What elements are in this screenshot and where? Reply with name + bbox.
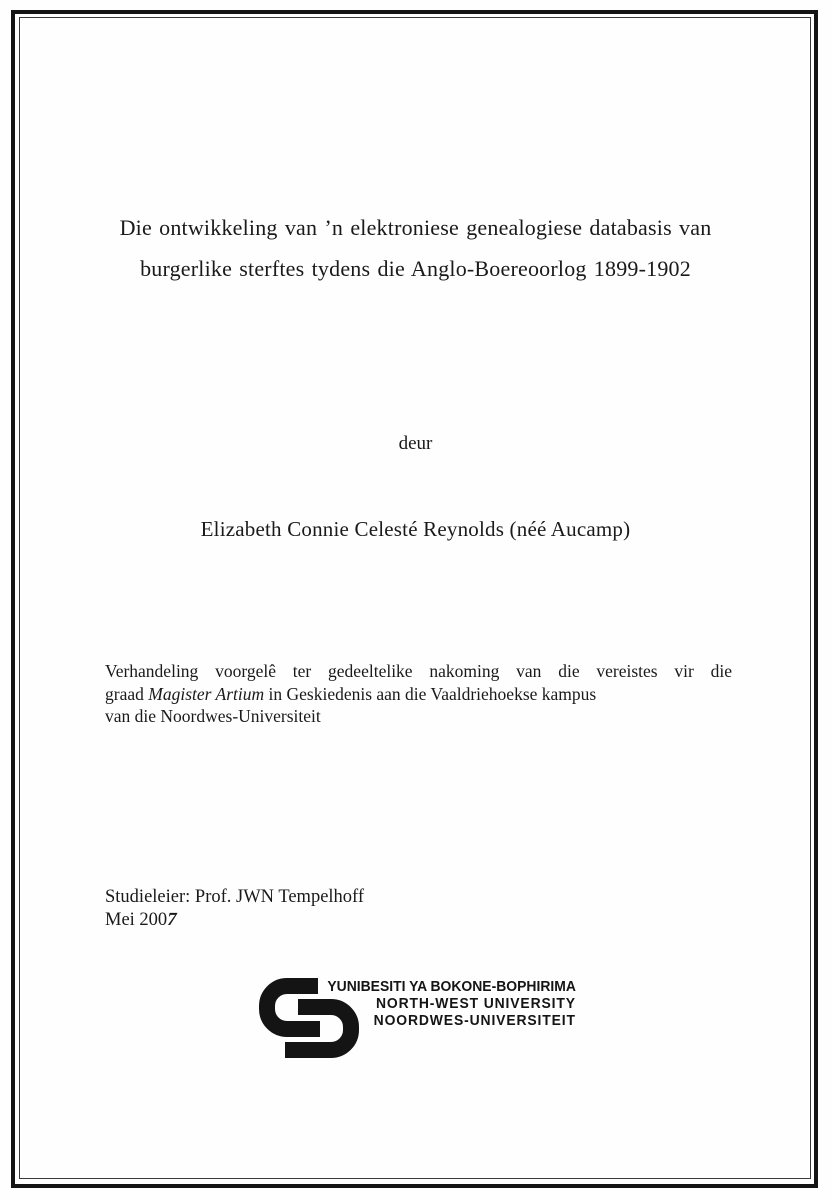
byline-label: deur bbox=[398, 433, 433, 454]
submission-line-2-post: in Geskiedenis aan die Vaaldriehoekse kampus bbox=[264, 683, 597, 704]
submission-line-2-pre: graad bbox=[105, 683, 149, 704]
author-name: Elizabeth Connie Celesté Reynolds (néé Aucamp) bbox=[200, 517, 631, 541]
logo-name-afrikaans: NOORDWES-UNIVERSITEIT bbox=[373, 1013, 576, 1030]
submission-statement bbox=[105, 660, 732, 728]
submission-line-3: van die Noordwes-Universiteit bbox=[105, 706, 321, 726]
date-line bbox=[105, 909, 364, 932]
logo-name-setswana: YUNIBESITI YA BOKONE-BOPHIRIMA bbox=[327, 979, 576, 995]
thesis-title-line-1: Die ontwikkeling van ’n elektroniese genealogiese databasis van bbox=[119, 215, 712, 240]
thesis-title-line-2: burgerlike sterftes tydens die Anglo-Boereoorlog 1899-1902 bbox=[140, 256, 691, 281]
submission-line-1: Verhandeling voorgelê ter gedeeltelike nakoming van die vereistes vir die bbox=[105, 661, 732, 681]
logo-name-english: NORTH-WEST UNIVERSITY bbox=[376, 996, 576, 1013]
page-border-inner bbox=[19, 17, 811, 1179]
date-prefix: Mei 200 bbox=[105, 910, 168, 930]
thesis-title bbox=[40, 207, 791, 289]
supervisor-block bbox=[105, 886, 364, 932]
submission-line-2 bbox=[105, 683, 732, 706]
supervisor-line: Studieleier: Prof. JWN Tempelhoff bbox=[105, 887, 365, 907]
degree-name-italic: Magister Artium bbox=[148, 683, 265, 704]
date-last-digit: 7 bbox=[165, 910, 179, 930]
